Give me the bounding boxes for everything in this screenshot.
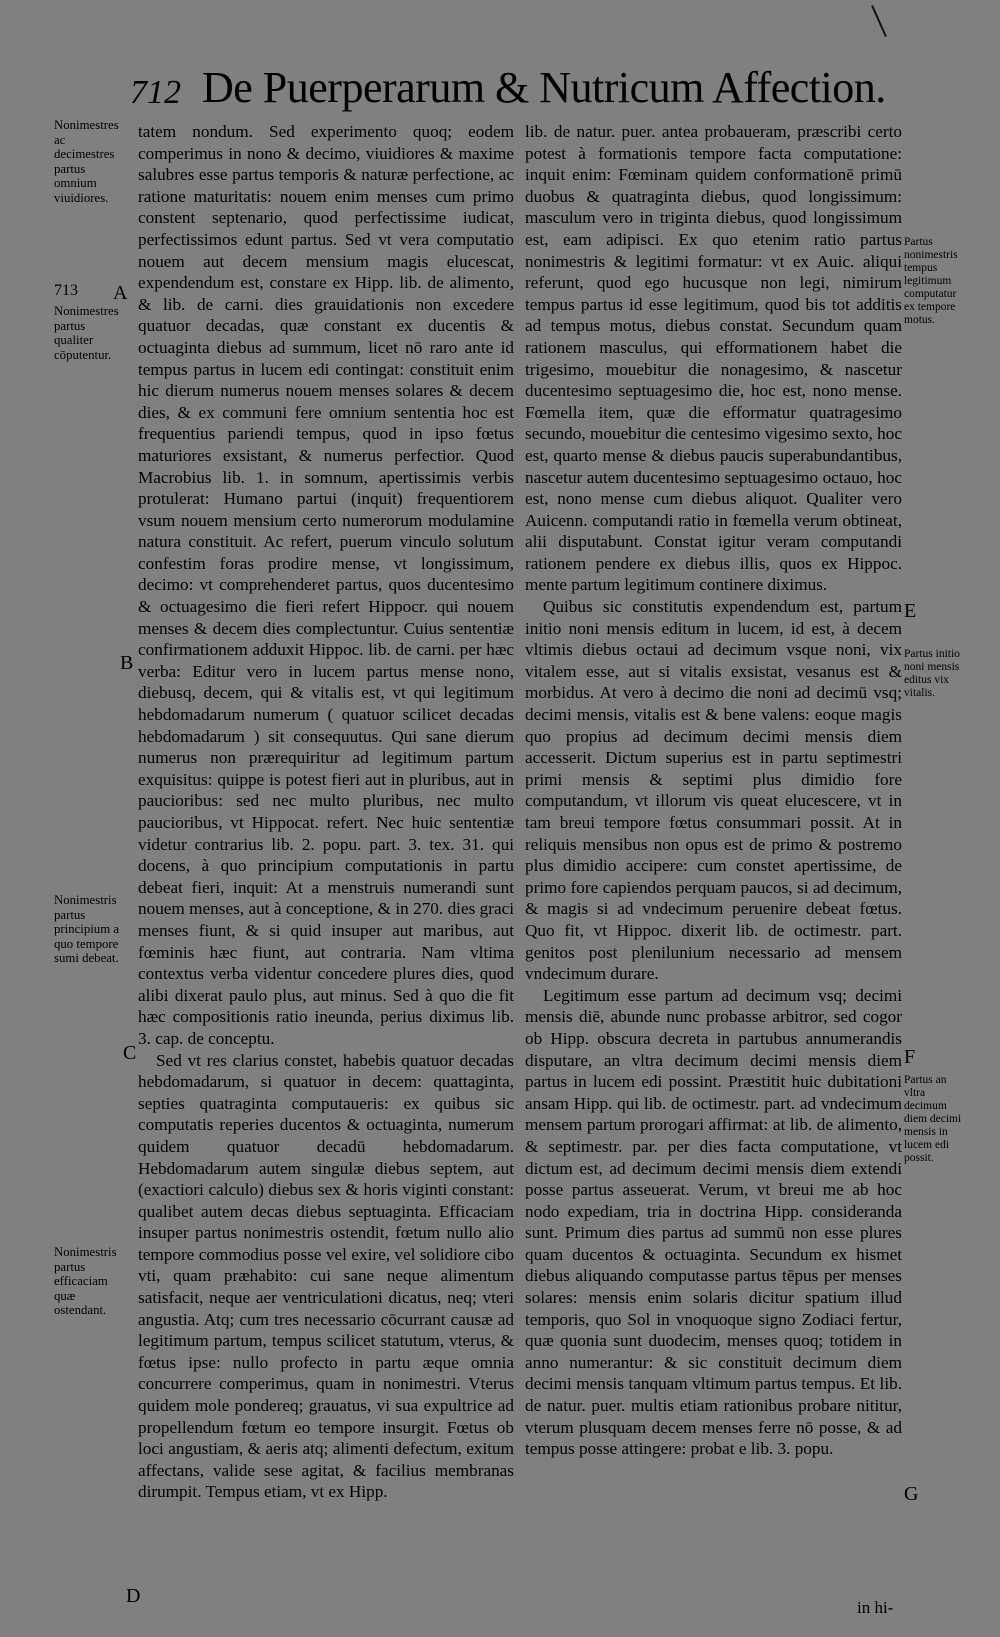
scan-artifact-mark <box>871 5 887 37</box>
margin-note-left-2: Nonimestres partus qualiter cōputentur. <box>54 304 119 362</box>
left-paragraph-2: Sed vt res clarius constet, habebis quatuor decadas hebdomadarum, si quatuor in decem: quattaginta, septies quatraginta computaueris: ex quibus sic computatis reperies ducentos & octuaginta, numerum quidem quatuor decadū hebdomadarum. Hebdomadarum autem singulæ diebus septem, aut (exactiori calculo) diebus sex & horis viginti constant: qualibet autem decas diebus septuaginta. Efficaciam insuper partus nonimestris ostendit, fœtum nullo alio tempore commodius posse vel exire, vel solidiore cibo vti, quam præhabito: cui sane neque alimentum satisfacit, neque aer ventriculationi dicatus, neq; vteri angustia. Atq; cum tres necessario cōcurrant causæ ad legitimum partum, tempus scilicet statutum, vterus, & fœtus ipse: nullo profecto in partu æque omnia concurrere comperimus, quam in nonimestri. Vterus quidem mole pondereq; grauatus, vi sua expultrice ad propellendum fœtum eo tempore insurgit. Fœtus ob loci angustiam, & aeris atq; alimenti defectum, exitum affectans, valide sese agitat, & facilius membranas dirumpit. Tempus etiam, vt ex Hipp. <box>138 1050 514 1502</box>
margin-note-left-1: Nonimestres ac decimestres partus omnium viuidiores. <box>54 118 119 205</box>
page-header <box>130 62 886 118</box>
margin-note-left-3: Nonimestris partus principium a quo tempore sumi debeat. <box>54 893 120 965</box>
catchword: in hi- <box>857 1598 894 1617</box>
margin-page-marker: 713 <box>54 282 78 299</box>
section-letter-d: D <box>126 1585 141 1607</box>
left-paragraph-1: tatem nondum. Sed experimento quoq; eodem comperimus in nono & decimo, viuidiores & maxime salubres esse partus temporis & naturæ perfectione, ac ratione maturitatis: nouem enim menses cum primo constent septenario, quod perfectissime iudicat, perfectissimos edunt partus. Sed vt vera computatio nouem aut decem mensium magis elucescat, expendendum est, constare ex Hipp. lib. de alimento, & lib. de carni. dies grauidationis non excedere quatuor decadas, quæ constant ex ducentis & octuaginta diebus ad summum, licet nō raro ante id tempus partus in lucem edi contingat: constituit enim hic dierum numerus nouem menses solares & decem dies, & ex communi fere omnium sententia hoc est frequentius pariendi tempus, quod in ipso fœtus maturiores exsistant, & numerus perfectior. Quod Macrobius lib. 1. in somnum, apertissimis verbis protulerat: Humano partui (inquit) frequentiorem vsum nouem mensium certo numerorum modulamine natura constituit. Ac refert, puerum vinculo solutum confestim foras prodire mense, vt longissimum, decimo: vt comprehenderet partus, quos ducentesimo & octuagesimo die fieri refert Hippocr. qui nouem menses & decem dies complectuntur. Cuius sententiæ confirmationem adduxit Hippoc. lib. de carni. per hæc verba: Editur vero in lucem partus mense nono, diebusq, decem, qui & vitalis est, vt qui legitimum hebdomadarum numerum ( quatuor scilicet decadas hebdomadarum ) sit consequutus. Qui sane dierum numerus non prærequiritur ad legitimum partum exquisitus: quippe is potest fieri aut in pluribus, aut in paucioribus: sed nec multo pluribus, nec multo paucioribus, vt Hippocat. refert. Nec huic sententiæ videtur contrarius lib. 2. popu. part. 3. tex. 31. qui docens, à quo principium computationis in partu debeat fieri, inquit: At a menstruis numerandi sunt nouem menses, aut à conceptione, & in 270. dies graci menses fiunt, & si quid insuper aut maribus, aut fœminis hæc fiunt, aut contraria. Nam vltima contextus verba videntur concedere plures dies, quod alibi dixerat paulo plus, aut minus. Sed à quo die fit hæc compositionis ratio ineunda, perius diximus lib. 3. cap. de conceptu. <box>138 122 514 1048</box>
margin-note-right-2: Partus initio noni mensis editus vix vitalis. <box>904 648 960 699</box>
left-column <box>138 121 514 1503</box>
section-letter-b: B <box>120 652 134 674</box>
section-letter-f: F <box>904 1046 916 1068</box>
section-letter-g: G <box>904 1483 919 1505</box>
margin-note-right-3: Partus an vltra decimum diem decimi mensis in lucem edi possit. <box>904 1074 962 1164</box>
right-paragraph-1: lib. de natur. puer. antea probaueram, præscribi certo potest à formationis tempore facta computatione: inquit enim: Fœminam quidem conformationē primū duobus & quatraginta diebus, quod longissimum: masculum vero in triginta diebus, quod longissimum est, eam adipisci. Ex quo etenim ratio partus nonimestris & legitimi formatur: vt ex Auic. aliqui referunt, quod ego hucusque non legi, nimirum tempus partus id esse legitimum, quod bis tot additis ad tempus motus, diebus constat. Secundum quam rationem masculus, qui efformationem habet die trigesimo, mouebitur die nonagesimo, & nascetur ducentesimo septuagesimo die, hoc est, nono mense. Fœmella item, quæ die efformatur quatragesimo secundo, mouebitur die centesimo vigesimo sexto, hoc est, quarto mense & diebus paucis superabundantibus, nascetur autem ducentesimo septuagesimo octauo, hoc est, nono mense cum diebus aliquot. Qualiter vero Auicenn. computandi ratio in fœmella verum obtineat, alii disputabunt. Constat igitur veram computandi rationem pendere ex diebus illis, quos ex Hippoc. mente partum legitimum continere diximus. <box>525 122 902 595</box>
page-number: 712 <box>130 74 181 111</box>
right-paragraph-2: Quibus sic constitutis expendendum est, partum initio noni mensis editum in lucem, id est, à decem vltimis diebus octaui ad decimum vsque noni, vix vitalem esse, aut si vitalis exsistat, vesanus est & morbidus. At vero à decimo die noni ad decimū vsq; decimi mensis, vitalis est & bene valens: eoque magis quo propius ad decimum decimi mensis diem accesserit. Dictum superius est in partu septimestri primi mensis & septimi plus dimidio fore computandum, vt illorum vis queat elucescere, vt in tam breui tempore fœtus consummari possit. At in reliquis mensibus non opus est de primo & postremo plus dimidio accipere: cum constet apertissime, de primo fore capiendos perquam paucos, si ad decimum, & magis si ad vndecimum peruenire debeat fœtus. Quo fit, vt Hippoc. dixerit lib. de octimestr. part. genitos post plenilunium necessario ad mensem vndecimum durare. <box>525 597 902 984</box>
right-column <box>525 121 902 1460</box>
section-letter-e: E <box>904 600 917 622</box>
section-letter-a: A <box>113 282 128 304</box>
right-paragraph-3: Legitimum esse partum ad decimum vsq; decimi mensis diē, abunde nunc probasse arbitror, sed cogor ob Hipp. obscura decreta in partubus annumerandis disputare, an vltra decimum decimi mensis diem partus in lucem edi possint. Præstitit huic dubitationi ansam Hipp. qui lib. de octimestr. part. ad vndecimum mensem partum prorogari affirmat: at lib. de alimento, & septimestr. par. per dies facta computatione, vt dictum est, ad decimum decimi mensis diem extendi posse partus asseuerat. Verum, vt breui me ab hoc nodo expediam, tria in doctrina Hipp. consideranda sunt. Primum dies partus ad summū non esse plures quam ducentos & octuaginta. Secundum ex hismet diebus aliquando computasse partus tēpus per menses solares: mensis enim solaris dicitur spatium illud temporis, quo Sol in vnoquoque signo Zodiaci fertur, quæ quonia sunt duodecim, menses quoq; totidem in anno numerantur: & sic constituit decimum diem decimi mensis tanquam vltimum partus tempus. Et lib. de natur. puer. multis etiam rationibus probare nititur, vterum plusquam decem menses ferre nō posse, & ad tempus posse attingere: probat e lib. 3. popu. <box>525 985 902 1459</box>
margin-note-right-1: Partus nonimestris tempus legitimum computatur ex tempore motus. <box>904 236 958 326</box>
section-letter-c: C <box>123 1042 137 1064</box>
margin-note-left-4: Nonimestris partus efficaciam quæ ostendant. <box>54 1245 117 1317</box>
running-title: De Puerperarum & Nutricum Affection. <box>202 63 886 112</box>
